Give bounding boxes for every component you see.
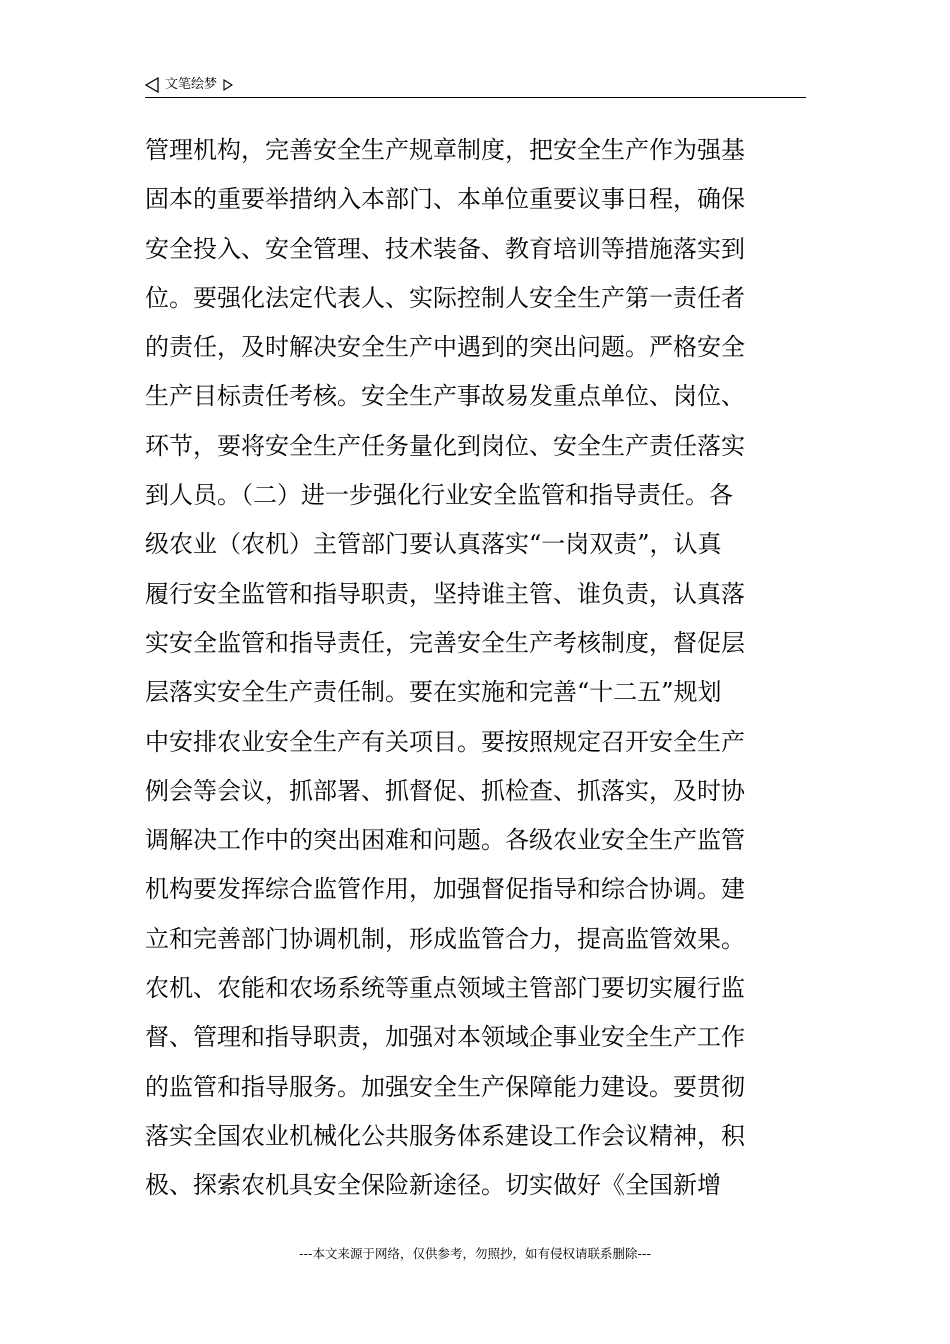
body-line: 生产目标责任考核。安全生产事故易发重点单位、岗位、: [145, 382, 745, 411]
body-line: 环节，要将安全生产任务量化到岗位、安全生产责任落实: [145, 431, 745, 460]
body-line: 位。要强化法定代表人、实际控制人安全生产第一责任者: [145, 283, 745, 312]
body-line: 履行安全监管和指导职责，坚持谁主管、谁负责，认真落: [145, 579, 745, 608]
body-line: 固本的重要举措纳入本部门、本单位重要议事日程，确保: [145, 185, 745, 214]
triangle-right-outline-icon: [223, 79, 233, 91]
body-line: 督、管理和指导职责，加强对本领域企事业安全生产工作: [145, 1023, 745, 1052]
page-header: [145, 74, 233, 96]
page-footer-disclaimer: ---本文来源于网络，仅供参考，勿照抄，如有侵权请联系删除---: [298, 1246, 652, 1261]
body-line: 落实全国农业机械化公共服务体系建设工作会议精神，积: [145, 1121, 745, 1150]
body-line: 调解决工作中的突出困难和问题。各级农业安全生产监管: [145, 826, 745, 855]
body-line: 机构要发挥综合监管作用，加强督促指导和综合协调。建: [145, 875, 745, 904]
body-line: 的责任，及时解决安全生产中遇到的突出问题。严格安全: [145, 333, 745, 362]
body-line: 例会等会议，抓部署、抓督促、抓检查、抓落实，及时协: [145, 776, 745, 805]
body-line: 层落实安全生产责任制。要在实施和完善“十二五”规划: [145, 678, 722, 707]
document-body: [145, 126, 806, 1211]
body-line: 的监管和指导服务。加强安全生产保障能力建设。要贯彻: [145, 1072, 745, 1101]
body-line: 中安排农业安全生产有关项目。要按照规定召开安全生产: [145, 727, 745, 756]
body-line: 到人员。（二）进一步强化行业安全监管和指导责任。各: [145, 481, 733, 510]
body-line: 实安全监管和指导责任，完善安全生产考核制度，督促层: [145, 628, 745, 657]
body-line: 级农业（农机）主管部门要认真落实“一岗双责”，认真: [145, 530, 722, 559]
body-line: 管理机构，完善安全生产规章制度，把安全生产作为强基: [145, 136, 745, 164]
header-divider: [145, 97, 806, 98]
body-line: 立和完善部门协调机制，形成监管合力，提高监管效果。: [145, 924, 745, 953]
body-line: 农机、农能和农场系统等重点领域主管部门要切实履行监: [145, 974, 745, 1003]
header-brand: 文笔绘梦: [165, 77, 218, 92]
body-line: 安全投入、安全管理、技术装备、教育培训等措施落实到: [145, 234, 745, 263]
body-line: 极、探索农机具安全保险新途径。切实做好《全国新增: [145, 1171, 721, 1200]
triangle-left-outline-icon: [145, 77, 159, 93]
